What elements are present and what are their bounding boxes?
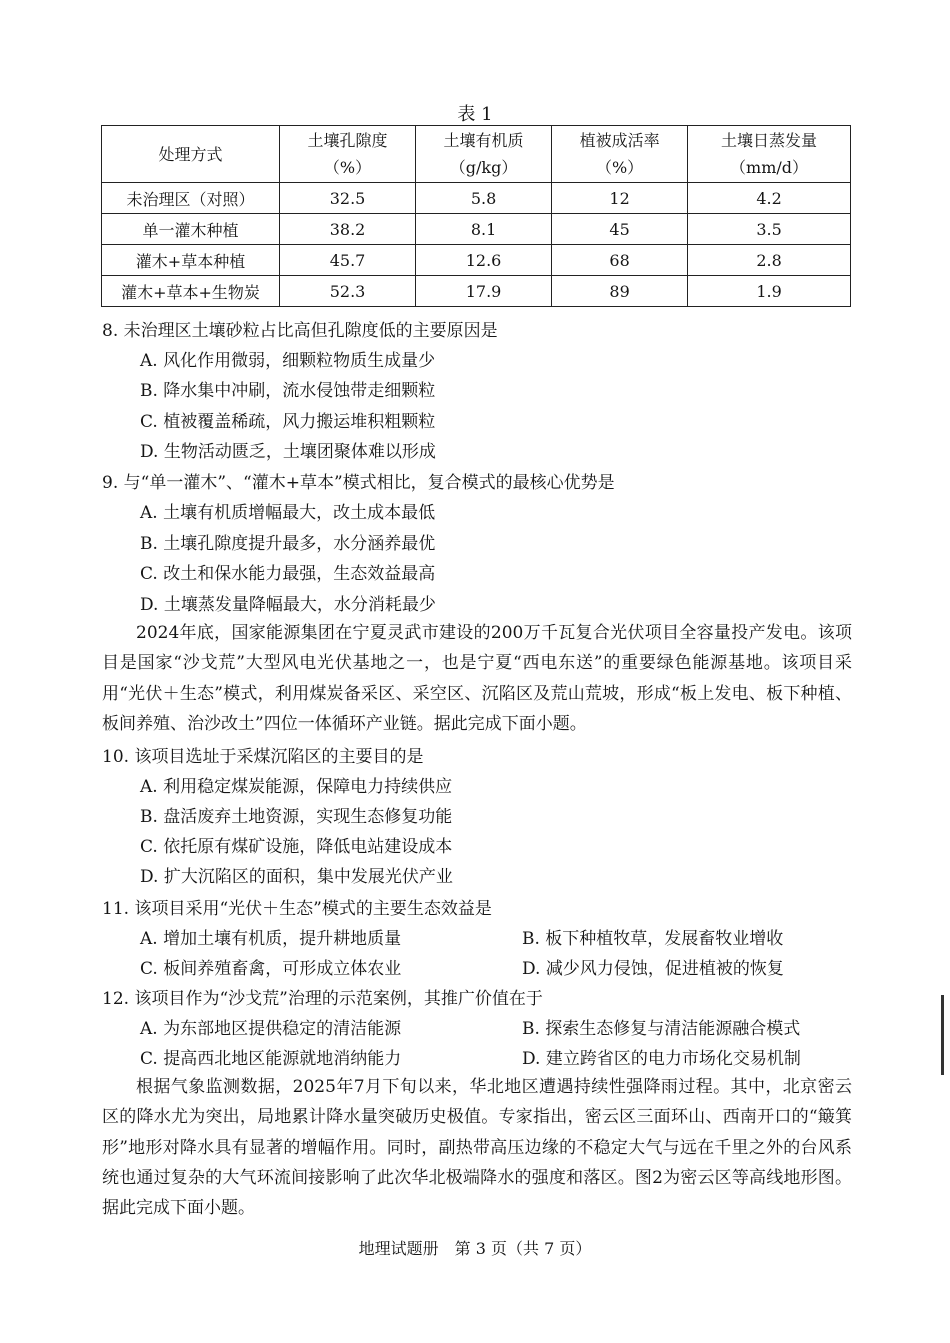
table-header-cell: 处理方式 xyxy=(102,126,280,183)
question-8-option-a: A. 风化作用微弱，细颗粒物质生成量少 xyxy=(140,351,436,371)
question-12-option-d: D. 建立跨省区的电力市场化交易机制 xyxy=(522,1049,801,1069)
table-cell: 8.1 xyxy=(416,214,552,245)
question-10-option-b: B. 盘活废弃土地资源，实现生态修复功能 xyxy=(140,807,453,827)
question-10-stem: 10. 该项目选址于采煤沉陷区的主要目的是 xyxy=(102,747,424,767)
question-9-option-a: A. 土壤有机质增幅最大，改土成本最低 xyxy=(140,503,436,523)
question-12-option-c: C. 提高西北地区能源就地消纳能力 xyxy=(140,1049,402,1069)
question-9-option-b: B. 土壤孔隙度提升最多，水分涵养最优 xyxy=(140,534,436,554)
table-cell: 52.3 xyxy=(280,276,416,307)
table-header-cell: 植被成活率 （%） xyxy=(552,126,688,183)
table-row xyxy=(102,214,851,245)
table-cell: 2.8 xyxy=(688,245,851,276)
table-row xyxy=(102,183,851,214)
question-12-option-a: A. 为东部地区提供稳定的清洁能源 xyxy=(140,1019,402,1039)
question-11-stem: 11. 该项目采用“光伏＋生态”模式的主要生态效益是 xyxy=(102,899,492,919)
table-cell: 4.2 xyxy=(688,183,851,214)
question-10-option-c: C. 依托原有煤矿设施，降低电站建设成本 xyxy=(140,837,453,857)
question-9-option-d: D. 土壤蒸发量降幅最大，水分消耗最少 xyxy=(140,595,436,615)
table-cell: 灌木+草本种植 xyxy=(102,245,280,276)
question-11-option-c: C. 板间养殖畜禽，可形成立体农业 xyxy=(140,959,402,979)
question-10-option-d: D. 扩大沉陷区的面积，集中发展光伏产业 xyxy=(140,867,453,887)
table-header-row xyxy=(102,126,851,183)
table-caption: 表 1 xyxy=(457,104,493,125)
table-cell: 灌木+草本+生物炭 xyxy=(102,276,280,307)
page-footer: 地理试题册 第 3 页（共 7 页） xyxy=(358,1239,592,1258)
question-9-option-c: C. 改土和保水能力最强，生态效益最高 xyxy=(140,564,436,584)
table-cell: 3.5 xyxy=(688,214,851,245)
question-12-stem: 12. 该项目作为“沙戈荒”治理的示范案例，其推广价值在于 xyxy=(102,989,543,1009)
table-cell: 38.2 xyxy=(280,214,416,245)
table-cell: 45 xyxy=(552,214,688,245)
question-10-option-a: A. 利用稳定煤炭能源，保障电力持续供应 xyxy=(140,777,453,797)
table-cell: 12.6 xyxy=(416,245,552,276)
question-8-option-b: B. 降水集中冲刷，流水侵蚀带走细颗粒 xyxy=(140,381,436,401)
table-cell: 68 xyxy=(552,245,688,276)
table-cell: 5.8 xyxy=(416,183,552,214)
data-table xyxy=(101,125,851,307)
table-row xyxy=(102,276,851,307)
table-header-cell: 土壤日蒸发量 （mm/d） xyxy=(688,126,851,183)
question-11-option-d: D. 减少风力侵蚀，促进植被的恢复 xyxy=(522,959,784,979)
table-cell: 32.5 xyxy=(280,183,416,214)
table-row xyxy=(102,245,851,276)
passage-solar-project: 2024年底，国家能源集团在宁夏灵武市建设的200万千瓦复合光伏项目全容量投产发电。该项目是国家“沙戈荒”大型风电光伏基地之一，也是宁夏“西电东送”的重要绿色能源基地。该项目采用“光伏＋生态”模式，利用煤炭备采区、采空区、沉陷区及荒山荒坡，形成“板上发电、板下种植、板间养殖、治沙改土”四位一体循环产业链。据此完成下面小题。 xyxy=(102,623,852,734)
question-12-option-b: B. 探索生态修复与清洁能源融合模式 xyxy=(522,1019,801,1039)
table-cell: 12 xyxy=(552,183,688,214)
table-cell: 未治理区（对照） xyxy=(102,183,280,214)
table-cell: 45.7 xyxy=(280,245,416,276)
question-9-stem: 9. 与“单一灌木”、“灌木+草本”模式相比，复合模式的最核心优势是 xyxy=(102,473,615,493)
table-header-cell: 土壤孔隙度 （%） xyxy=(280,126,416,183)
table-cell: 单一灌木种植 xyxy=(102,214,280,245)
question-8-option-c: C. 植被覆盖稀疏，风力搬运堆积粗颗粒 xyxy=(140,412,436,432)
passage-beijing-rainfall: 根据气象监测数据，2025年7月下旬以来，华北地区遭遇持续性强降雨过程。其中，北京密云区的降水尤为突出，局地累计降水量突破历史极值。专家指出，密云区三面环山、西南开口的“簸箕形”地形对降水具有显著的增幅作用。同时，副热带高压边缘的不稳定大气与远在千里之外的台风系统也通过复杂的大气环流间接影响了此次华北极端降水的强度和落区。图2为密云区等高线地形图。据此完成下面小题。 xyxy=(102,1077,852,1219)
question-11-option-a: A. 增加土壤有机质，提升耕地质量 xyxy=(140,929,402,949)
table-header-cell: 土壤有机质 （g/kg） xyxy=(416,126,552,183)
question-8-stem: 8. 未治理区土壤砂粒占比高但孔隙度低的主要原因是 xyxy=(102,321,498,341)
table-cell: 89 xyxy=(552,276,688,307)
table-cell: 1.9 xyxy=(688,276,851,307)
table-cell: 17.9 xyxy=(416,276,552,307)
scan-edge-mark xyxy=(941,995,944,1075)
question-11-option-b: B. 板下种植牧草，发展畜牧业增收 xyxy=(522,929,784,949)
question-8-option-d: D. 生物活动匮乏，土壤团聚体难以形成 xyxy=(140,442,436,462)
